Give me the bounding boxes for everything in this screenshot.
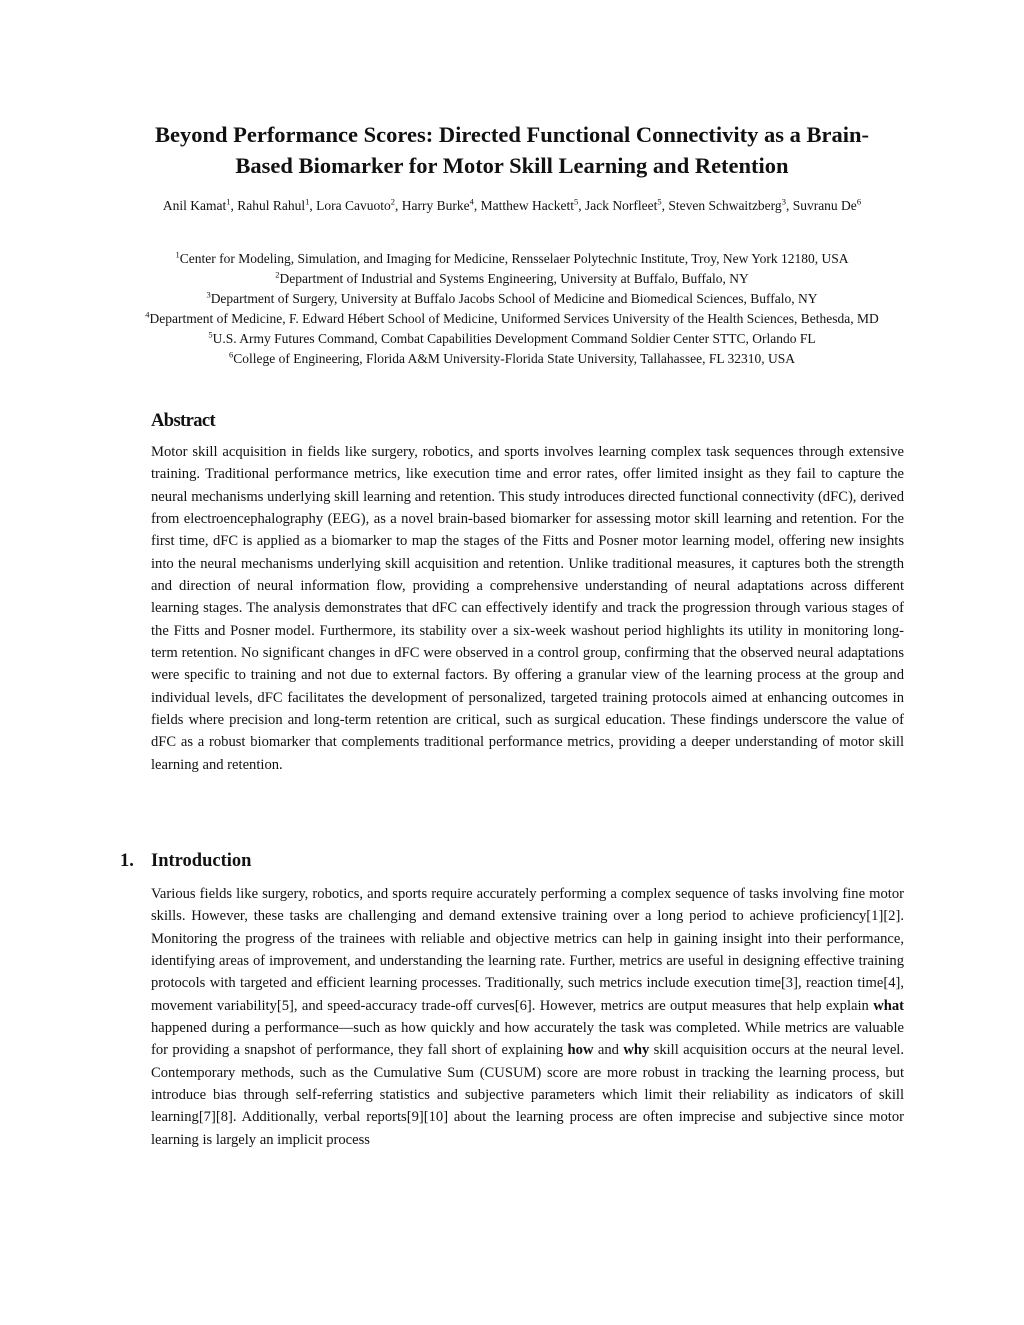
author-name: Matthew Hackett <box>480 198 574 213</box>
author-affiliation-mark: 6 <box>856 196 862 207</box>
author-affiliation-mark: 5 <box>657 196 662 207</box>
affiliation-mark: 4 <box>145 309 150 320</box>
abstract-text: Motor skill acquisition in fields like surgery, robotics, and sports involves learning complex task sequences through extensive training. Traditional performance metrics, like execution time and error rates, offer limited insight as they fail to capture the neural mechanisms underlying skill learning and retention. This study introduces directed functional connectivity (dFC), derived from electroencephalography (EEG), as a novel brain-based biomarker for assessing motor skill learning and retention. For the first time, dFC is applied as a biomarker to map the stages of the Fitts and Posner motor learning model, offering new insights into the neural mechanisms underlying skill acquisition and retention. Unlike traditional measures, it captures both the strength and direction of neural information flow, providing a comprehensive understanding of neural adaptations across different learning stages. The analysis demonstrates that dFC can effectively identify and track the progression through various stages of the Fitts and Posner model. Furthermore, its stability over a six-week washout period highlights its utility in monitoring long-term retention. No significant changes in dFC were observed in a control group, confirming that the observed neural adaptations were specific to training and not due to external factors. By offering a granular view of the learning process at the group and individual levels, dFC facilitates the development of personalized, targeted training protocols aimed at enhancing outcomes in fields where precision and long-term retention are critical, such as surgical education. These findings underscore the value of dFC as a robust biomarker that complements traditional performance metrics, providing a deeper understanding of motor skill learning and retention. <box>151 444 904 773</box>
affiliation <box>130 249 894 269</box>
author-name: Harry Burke <box>401 198 470 213</box>
affiliation <box>130 309 894 329</box>
introduction-paragraph: Various fields like surgery, robotics, and sports require accurately performing a complex sequence of tasks involving fine motor skills. However, these tasks are challenging and demand extensive training over a long period to achieve proficiency[1][2]. Monitoring the progress of the trainees with reliable and objective metrics can help in gaining insight into their performance, identifying areas of improvement, and understanding the learning rate. Further, metrics are useful in designing effective training protocols with targeted and efficient learning processes. Traditionally, such metrics include execution time[3], reaction time[4], movement variability[5], and speed-accuracy trade-off curves[6]. However, metrics are output measures that help explain what happened during a performance—such as how quickly and how accurately the task was completed. While metrics are valuable for providing a snapshot of performance, they fall short of explaining how and why skill acquisition occurs at the neural level. Contemporary methods, such as the Cumulative Sum (CUSUM) score are more robust in tracking the learning process, but introduce bias through self-referring statistics and subjective parameters which limit their reliability as indicators of skill learning[7][8]. Additionally, verbal reports[9][10] about the learning process are often imprecise and subjective since motor learning is largely an implicit process <box>151 886 905 1148</box>
author-name: Steven Schwaitzberg <box>668 198 782 213</box>
introduction-heading <box>120 851 251 872</box>
affiliation-list <box>130 249 894 369</box>
author: Matthew Hackett$^5$, <box>480 196 585 213</box>
author-affiliation-mark: 4 <box>469 196 474 207</box>
affiliation <box>130 269 894 289</box>
author-name: Jack Norfleet <box>584 198 658 213</box>
author <box>793 198 861 213</box>
emphasis-how: how <box>567 1042 594 1059</box>
author: Anil Kamat$^1$, <box>162 196 238 213</box>
affiliation-text: Department of Medicine, F. Edward Hébert School of Medicine, Uniformed Services University of the Health Sciences, Bethesda, MD <box>149 311 879 326</box>
affiliation-mark: 3 <box>206 289 211 300</box>
affiliation-mark: 2 <box>275 269 280 280</box>
author-affiliation-mark: 3 <box>781 196 786 207</box>
section-number: 1. <box>120 851 134 871</box>
author: Steven Schwaitzberg$^3$, <box>668 196 793 213</box>
author-name: Suvranu De <box>792 198 857 213</box>
affiliation-mark: 6 <box>229 349 234 360</box>
affiliation-text: Center for Modeling, Simulation, and Imaging for Medicine, Rensselaer Polytechnic Institute, Troy, New York 12180, USA <box>179 251 849 266</box>
author-affiliation-mark: 2 <box>390 196 396 207</box>
affiliation-mark: 1 <box>175 249 180 260</box>
author: Lora Cavuoto$^2$, <box>316 196 402 213</box>
author-name: Lora Cavuoto <box>316 198 391 213</box>
affiliation <box>130 329 894 349</box>
author-list <box>140 195 884 216</box>
author: Rahul Rahul$^1$, <box>237 196 317 213</box>
abstract-heading: Abstract <box>151 411 216 431</box>
author-affiliation-mark: 1 <box>226 196 231 207</box>
affiliation-text: U.S. Army Futures Command, Combat Capabilities Development Command Soldier Center STTC, Orlando FL <box>212 331 816 346</box>
affiliation-text: Department of Industrial and Systems Engineering, University at Buffalo, Buffalo, NY <box>279 271 749 286</box>
affiliation <box>130 349 894 369</box>
author: Harry Burke$^4$, <box>401 196 481 213</box>
author-name: Anil Kamat <box>162 198 227 213</box>
section-title: Introduction <box>151 851 252 871</box>
paper-title: Beyond Performance Scores: Directed Functional Connectivity as a Brain-Based Biomarker for Motor Skill Learning and Retention <box>154 122 870 178</box>
author-name: Rahul Rahul <box>237 198 306 213</box>
affiliation <box>130 289 894 309</box>
author-affiliation-mark: 1 <box>305 196 310 207</box>
author-affiliation-mark: 5 <box>573 196 579 207</box>
affiliation-text: Department of Surgery, University at Buffalo Jacobs School of Medicine and Biomedical Sciences, Buffalo, NY <box>210 291 818 306</box>
affiliation-mark: 5 <box>208 329 213 340</box>
author: Jack Norfleet$^5$, <box>584 196 669 213</box>
emphasis-what: what <box>873 997 904 1014</box>
emphasis-why: why <box>623 1042 650 1059</box>
affiliation-text: College of Engineering, Florida A&M University-Florida State University, Tallahassee, FL 32310, USA <box>233 351 795 366</box>
